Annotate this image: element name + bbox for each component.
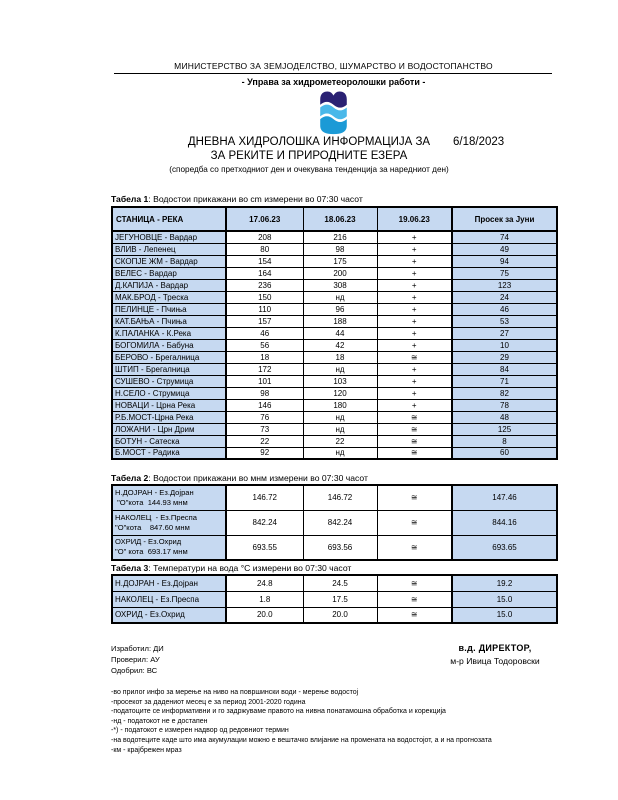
tendency-cell: +: [377, 399, 452, 411]
signature-name: м-р Ивица Тодоровски: [450, 656, 540, 666]
average-cell: 693.65: [452, 535, 557, 560]
table-row: [112, 607, 557, 623]
station-cell: ЛОЖАНИ - Црн Дрим: [112, 423, 226, 435]
tendency-cell: ≅: [377, 411, 452, 423]
value-cell: 120: [303, 387, 377, 399]
tendency-cell: ≅: [377, 510, 452, 535]
tendency-cell: ≅: [377, 447, 452, 459]
table-row: [112, 315, 557, 327]
station-cell: ШТИП - Брегалница: [112, 363, 226, 375]
value-cell: нд: [303, 291, 377, 303]
value-cell: 157: [226, 315, 303, 327]
station-cell: ВЕЛЕС - Вардар: [112, 267, 226, 279]
table1-caption-label: Табела 1: [111, 194, 149, 204]
value-cell: 80: [226, 243, 303, 255]
value-cell: 164: [226, 267, 303, 279]
water-temperature-table: [111, 574, 558, 624]
average-cell: 844.16: [452, 510, 557, 535]
hydromet-logo-icon: [318, 90, 349, 135]
average-cell: 24: [452, 291, 557, 303]
administration-name: - Управа за хидрометеоролошки работи -: [241, 77, 426, 87]
table3-caption: [111, 563, 351, 573]
signature-block: [415, 643, 575, 666]
tendency-cell: ≅: [377, 575, 452, 591]
table-row: [112, 243, 557, 255]
tendency-cell: +: [377, 363, 452, 375]
tendency-cell: +: [377, 267, 452, 279]
footnote-line: -во прилог инфо за мерење на ниво на површински води - мерење водостој: [111, 689, 359, 696]
average-cell: 29: [452, 351, 557, 363]
table-row: [112, 339, 557, 351]
footnote-line: -просекот за дадениот месец е за период 2001-2020 година: [111, 698, 306, 706]
column-header-date2: 18.06.23: [303, 207, 377, 231]
tendency-cell: ≅: [377, 607, 452, 623]
average-cell: 78: [452, 399, 557, 411]
average-cell: 74: [452, 231, 557, 243]
average-cell: 48: [452, 411, 557, 423]
table-row: [112, 411, 557, 423]
tendency-cell: +: [377, 243, 452, 255]
table1-caption-text: : Водостои прикажани во cm измерени во 07:30 часот: [148, 194, 363, 204]
footnote-line: -податоците се информативни и го задржуваме правото на нивна понатамошна обработка и корекција: [111, 708, 446, 716]
value-cell: 180: [303, 399, 377, 411]
tendency-cell: ≅: [377, 535, 452, 560]
station-cell: МАК.БРОД - Треска: [112, 291, 226, 303]
value-cell: 20.0: [303, 607, 377, 623]
value-cell: 693.55: [226, 535, 303, 560]
tendency-cell: +: [377, 387, 452, 399]
average-cell: 125: [452, 423, 557, 435]
station-cell: ПЕЛИНЦЕ - Пчиња: [112, 303, 226, 315]
tendency-cell: +: [377, 375, 452, 387]
value-cell: 146.72: [303, 485, 377, 510]
station-cell: ЈЕГУНОВЦЕ - Вардар: [112, 231, 226, 243]
ministry-name: МИНИСТЕРСТВО ЗА ЗЕМЈОДЕЛСТВО, ШУМАРСТВО И ВОДОСТОПАНСТВО: [174, 61, 493, 71]
value-cell: 18: [303, 351, 377, 363]
value-cell: 24.5: [303, 575, 377, 591]
station-cell: ОХРИД - Ез.Охрид: [112, 607, 226, 623]
station-cell: Н.СЕЛО - Струмица: [112, 387, 226, 399]
table-row: [112, 510, 557, 535]
tendency-cell: +: [377, 291, 452, 303]
checked-by-line: Проверил: АУ: [111, 655, 160, 664]
value-cell: нд: [303, 423, 377, 435]
value-cell: 46: [226, 327, 303, 339]
value-cell: 92: [226, 447, 303, 459]
value-cell: 693.56: [303, 535, 377, 560]
value-cell: 208: [226, 231, 303, 243]
station-cell: ОХРИД - Ез.Охрид "О" кота 693.17 мнм: [112, 535, 226, 560]
value-cell: 188: [303, 315, 377, 327]
table-row: [112, 387, 557, 399]
tendency-cell: ≅: [377, 435, 452, 447]
value-cell: 22: [226, 435, 303, 447]
station-cell: Н.ДОЈРАН - Ез.Дојран "О"кота 144.93 мнм: [112, 485, 226, 510]
table-row: [112, 591, 557, 607]
value-cell: нд: [303, 411, 377, 423]
table-row: [112, 485, 557, 510]
value-cell: 842.24: [303, 510, 377, 535]
column-header-date3: 19.06.23: [377, 207, 452, 231]
table-row: [112, 255, 557, 267]
station-cell: СУШЕВО - Струмица: [112, 375, 226, 387]
tendency-cell: ≅: [377, 351, 452, 363]
station-cell: КАТ.БАЊА - Пчиња: [112, 315, 226, 327]
station-cell: К.ПАЛАНКА - К.Река: [112, 327, 226, 339]
footnote-line: -*) - податокот е измерен надвор од редовниот термин: [111, 727, 289, 735]
table-row: [112, 375, 557, 387]
table1-caption: [111, 194, 363, 204]
value-cell: 96: [303, 303, 377, 315]
average-cell: 84: [452, 363, 557, 375]
average-cell: 15.0: [452, 591, 557, 607]
tendency-cell: +: [377, 255, 452, 267]
average-cell: 19.2: [452, 575, 557, 591]
page-subtitle: (споредба со претходниот ден и очекувана тенденција за наредниот ден): [169, 165, 449, 174]
table-row: [112, 267, 557, 279]
value-cell: 20.0: [226, 607, 303, 623]
prepared-block: [111, 643, 164, 676]
station-cell: ВЛИВ - Лепенец: [112, 243, 226, 255]
page-title-line1: ДНЕВНА ХИДРОЛОШКА ИНФОРМАЦИЈА ЗА: [187, 136, 431, 148]
column-header-average: Просек за Јуни: [452, 207, 557, 231]
page-title-line2: ЗА РЕКИТЕ И ПРИРОДНИТЕ ЕЗЕРА: [210, 150, 408, 162]
table1-header-row: [112, 207, 557, 231]
footnote-line: -км - крајбрежен мраз: [111, 746, 182, 754]
value-cell: 18: [226, 351, 303, 363]
column-header-station: СТАНИЦА - РЕКА: [112, 207, 226, 231]
value-cell: 73: [226, 423, 303, 435]
average-cell: 27: [452, 327, 557, 339]
value-cell: 44: [303, 327, 377, 339]
average-cell: 49: [452, 243, 557, 255]
footnotes-block: [111, 688, 591, 755]
station-cell: БОГОМИЛА - Бабуна: [112, 339, 226, 351]
station-cell: БОТУН - Сатеска: [112, 435, 226, 447]
table-row: [112, 423, 557, 435]
report-date: 6/18/2023: [453, 136, 505, 148]
tendency-cell: +: [377, 339, 452, 351]
average-cell: 82: [452, 387, 557, 399]
value-cell: 76: [226, 411, 303, 423]
average-cell: 147.46: [452, 485, 557, 510]
value-cell: 1.8: [226, 591, 303, 607]
value-cell: 22: [303, 435, 377, 447]
value-cell: 154: [226, 255, 303, 267]
station-cell: Д.КАПИЈА - Вардар: [112, 279, 226, 291]
station-cell: НАКОЛЕЦ - Ез.Преспа: [112, 591, 226, 607]
value-cell: 98: [303, 243, 377, 255]
value-cell: 146: [226, 399, 303, 411]
water-levels-cm-table: [111, 206, 558, 460]
value-cell: 842.24: [226, 510, 303, 535]
station-cell: Н.ДОЈРАН - Ез.Дојран: [112, 575, 226, 591]
footnote-line: -нд - податокот не е достапен: [111, 717, 208, 725]
table-row: [112, 399, 557, 411]
table-row: [112, 291, 557, 303]
value-cell: 101: [226, 375, 303, 387]
footnote-line: -на водотеците каде што има акумулации можно е вештачко влијание на промената на водостојот, а и на прогнозата: [111, 736, 492, 744]
table-row: [112, 435, 557, 447]
value-cell: 308: [303, 279, 377, 291]
average-cell: 94: [452, 255, 557, 267]
tendency-cell: ≅: [377, 485, 452, 510]
tendency-cell: +: [377, 327, 452, 339]
average-cell: 60: [452, 447, 557, 459]
tendency-cell: +: [377, 231, 452, 243]
table-row: [112, 351, 557, 363]
column-header-date1: 17.06.23: [226, 207, 303, 231]
value-cell: 146.72: [226, 485, 303, 510]
average-cell: 123: [452, 279, 557, 291]
signature-title: в.д. ДИРЕКТОР,: [458, 643, 532, 653]
tendency-cell: ≅: [377, 591, 452, 607]
value-cell: 175: [303, 255, 377, 267]
value-cell: 17.5: [303, 591, 377, 607]
average-cell: 10: [452, 339, 557, 351]
value-cell: 172: [226, 363, 303, 375]
prepared-by-line: Изработил: ДИ: [111, 644, 164, 653]
value-cell: 110: [226, 303, 303, 315]
value-cell: 236: [226, 279, 303, 291]
table-row: [112, 447, 557, 459]
table3-caption-text: : Температури на вода °С измерени во 07:30 часот: [148, 563, 352, 573]
table-row: [112, 363, 557, 375]
table2-caption-text: : Водостои прикажани во мнм измерени во 07:30 часот: [148, 473, 368, 483]
tendency-cell: +: [377, 303, 452, 315]
value-cell: нд: [303, 447, 377, 459]
value-cell: 98: [226, 387, 303, 399]
tendency-cell: +: [377, 315, 452, 327]
value-cell: 200: [303, 267, 377, 279]
value-cell: нд: [303, 363, 377, 375]
table-row: [112, 327, 557, 339]
table2-caption: [111, 473, 368, 483]
header-divider: [114, 73, 552, 74]
average-cell: 46: [452, 303, 557, 315]
station-cell: НОВАЦИ - Црна Река: [112, 399, 226, 411]
tendency-cell: ≅: [377, 423, 452, 435]
station-cell: БЕРОВО - Брегалница: [112, 351, 226, 363]
station-cell: Б.МОСТ - Радика: [112, 447, 226, 459]
value-cell: 42: [303, 339, 377, 351]
table-row: [112, 535, 557, 560]
table-row: [112, 303, 557, 315]
average-cell: 8: [452, 435, 557, 447]
station-cell: НАКОЛЕЦ - Ез.Преспа "О"кота 847.60 мнм: [112, 510, 226, 535]
table-row: [112, 575, 557, 591]
average-cell: 71: [452, 375, 557, 387]
value-cell: 103: [303, 375, 377, 387]
tendency-cell: +: [377, 279, 452, 291]
station-cell: Р.Б.МОСТ-Црна Река: [112, 411, 226, 423]
average-cell: 53: [452, 315, 557, 327]
table3-caption-label: Табела 3: [111, 563, 149, 573]
station-cell: СКОПЈЕ ЖМ - Вардар: [112, 255, 226, 267]
value-cell: 216: [303, 231, 377, 243]
table-row: [112, 279, 557, 291]
lake-levels-mnm-table: [111, 484, 558, 561]
value-cell: 24.8: [226, 575, 303, 591]
table2-caption-label: Табела 2: [111, 473, 149, 483]
average-cell: 15.0: [452, 607, 557, 623]
value-cell: 56: [226, 339, 303, 351]
table-row: [112, 231, 557, 243]
value-cell: 150: [226, 291, 303, 303]
hydromet-logo: [115, 90, 552, 135]
approved-by-line: Одобрил: ВС: [111, 666, 158, 675]
average-cell: 75: [452, 267, 557, 279]
